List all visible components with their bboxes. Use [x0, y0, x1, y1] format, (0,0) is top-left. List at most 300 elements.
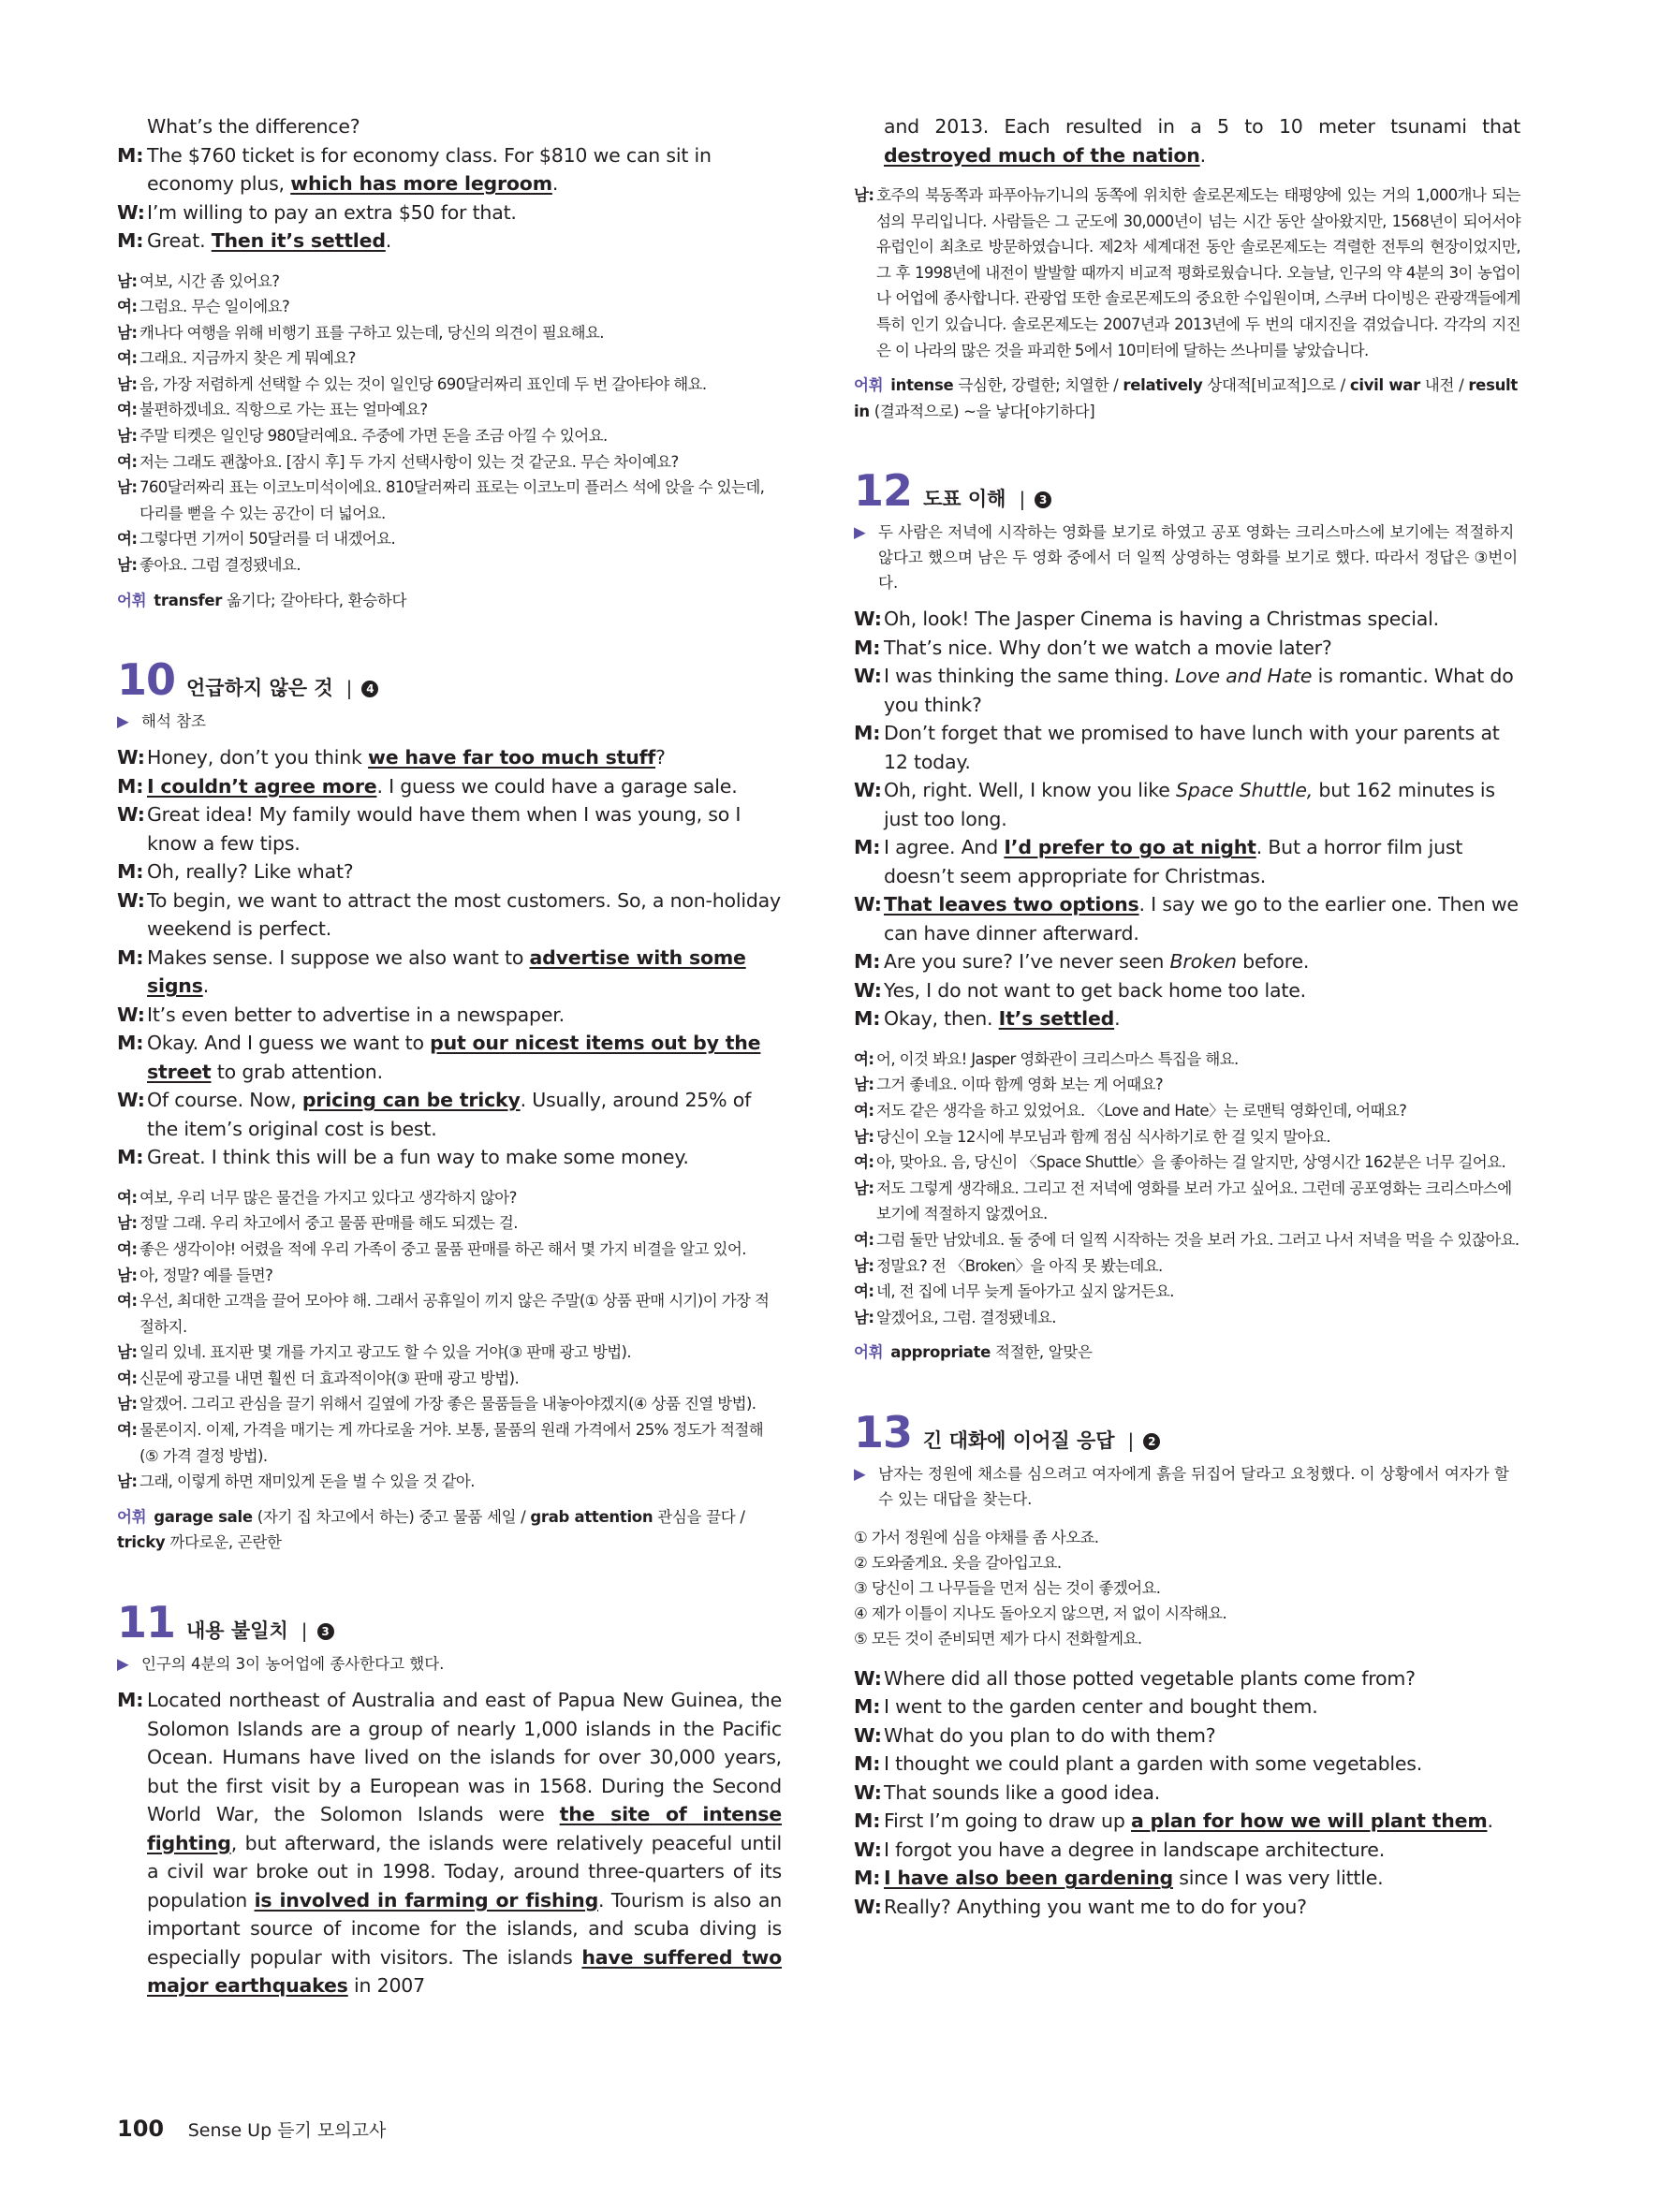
question-10-vocabulary: [117, 1504, 782, 1556]
speaker-label: M:: [854, 636, 881, 659]
speaker-label: M:: [117, 860, 144, 884]
korean-line: [117, 552, 782, 579]
speaker-label: 여:: [117, 349, 138, 368]
dialog-line: [117, 886, 782, 944]
left-column: [117, 112, 782, 2000]
vocabulary-definition: (결과적으로) ~을 낳다[야기하다]: [869, 402, 1095, 420]
speaker-label: W:: [854, 893, 882, 916]
text-segment: . But a horror film just doesn’t seem appropriate for Christmas.: [884, 836, 1463, 887]
korean-text: 좋아요. 그럼 결정됐네요.: [140, 556, 301, 575]
korean-text: 아, 정말? 예를 들면?: [140, 1266, 273, 1284]
dialog-text: [884, 662, 1520, 719]
text-segment: Where did all those potted vegetable plants come from?: [884, 1666, 1416, 1690]
speaker-label: 여:: [117, 1188, 138, 1207]
speaker-label: W:: [117, 200, 145, 224]
speaker-label: W:: [854, 1838, 882, 1861]
question-12-korean: [854, 1047, 1520, 1331]
difficulty-icon: 3: [317, 1623, 334, 1640]
korean-text: 정말요? 전 〈Broken〉을 아직 못 봤는데요.: [876, 1256, 1163, 1275]
korean-text: 당신이 오늘 12시에 부모님과 함께 점심 식사하기로 한 걸 잊지 말아요.: [876, 1127, 1331, 1146]
korean-text: 저도 같은 생각을 하고 있었어요. 〈Love and Hate〉는 로맨틱 영화인데, 어때요?: [876, 1102, 1407, 1121]
speaker-label: 남:: [117, 427, 138, 446]
korean-text: 음, 가장 저렴하게 선택할 수 있는 것이 일인당 690달러짜리 표인데 두 번 갈아타야 해요.: [140, 374, 707, 393]
dialog-line: [117, 743, 782, 772]
speaker-label: 남:: [117, 1395, 138, 1414]
text-segment: Oh, really? Like what?: [147, 860, 354, 884]
question-11-korean: [854, 183, 1520, 363]
right-column: [854, 112, 1520, 1921]
dialog-text: [884, 947, 1520, 976]
speaker-label: 남:: [854, 1179, 874, 1197]
question-10-dialog: [117, 743, 782, 1172]
vocabulary-term: result in: [854, 376, 1518, 420]
question-11-note: ▶ 인구의 4분의 3이 농어업에 종사한다고 했다.: [117, 1651, 782, 1677]
text-segment: Okay, then.: [884, 1007, 999, 1031]
speaker-label: 여:: [854, 1049, 874, 1068]
korean-text: 저도 그렇게 생각해요. 그리고 전 저녁에 영화를 보러 가고 싶어요. 그런데 공포영화는 크리스마스에 보기에 적절하지 않겠어요.: [876, 1179, 1512, 1223]
speaker-label: W:: [117, 1089, 145, 1112]
speaker-label: 남:: [117, 374, 138, 393]
vocabulary-definition: 옮기다; 갈아타다, 환승하다: [222, 591, 407, 609]
text-segment: What do you plan to do with them?: [884, 1723, 1216, 1747]
dialog-text: [147, 1086, 782, 1143]
dialog-text: [884, 1836, 1520, 1865]
vocabulary-tag: 어휘: [117, 591, 147, 609]
vocabulary-term: civil war: [1349, 376, 1420, 395]
korean-text: 어, 이것 봐요! Jasper 영화관이 크리스마스 특집을 해요.: [876, 1049, 1239, 1068]
dialog-line: [854, 1004, 1520, 1033]
dialog-line: [854, 1664, 1520, 1693]
speaker-label: 남:: [854, 1256, 874, 1275]
korean-line: [854, 1176, 1520, 1227]
dialog-text: [884, 605, 1520, 634]
dialog-line: [117, 772, 782, 801]
speaker-label: 여:: [854, 1282, 874, 1301]
korean-text: 여보, 시간 좀 있어요?: [140, 271, 280, 290]
korean-line: [854, 1124, 1520, 1150]
answer-option: ⑤ 모든 것이 준비되면 제가 다시 전화할게요.: [854, 1629, 1142, 1648]
text-segment: . Tourism is also an important source of income for the islands, and scuba diving is especially popular with visitors. The islands: [147, 1888, 782, 1969]
question-13-options: [854, 1525, 1520, 1651]
dialog-text: [147, 1029, 782, 1086]
dialog-text: [884, 1864, 1520, 1893]
korean-line: [854, 1305, 1520, 1331]
dialog-text: [884, 890, 1520, 947]
text-segment: What’s the difference?: [147, 115, 360, 138]
question-12-vocabulary: [854, 1340, 1520, 1366]
question-11-vocabulary: [854, 373, 1520, 424]
korean-text: 캐나다 여행을 위해 비행기 표를 구하고 있는데, 당신의 의견이 필요해요.: [140, 323, 604, 342]
text-segment: . Usually, around 25% of the item’s original cost is best.: [147, 1089, 752, 1140]
korean-text: 아, 맞아요. 음, 당신이 〈Space Shuttle〉을 좋아하는 걸 알지만, 상영시간 162분은 너무 길어요.: [876, 1153, 1506, 1172]
vocabulary-term: intense: [890, 376, 954, 395]
speaker-label: 여:: [117, 1239, 138, 1258]
question-12-note: ▶ 두 사람은 저녁에 시작하는 영화를 보기로 하였고 공포 영화는 크리스마스에 보기에는 적절하지 않다고 했으며 남은 두 영화 중에서 더 일찍 상영하는 영화를 보기로 했다. 따라서 정답은 ③번이다.: [854, 520, 1520, 595]
dialog-text: [884, 1692, 1520, 1721]
vocabulary-definition: 상대적[비교적]으로 /: [1202, 376, 1350, 395]
dialog-line: [117, 800, 782, 857]
question-number: 13: [854, 1406, 913, 1458]
difficulty-icon: 2: [1143, 1433, 1160, 1450]
korean-line: [854, 1150, 1520, 1176]
question-13-dialog: [854, 1664, 1520, 1922]
dialog-line: [854, 662, 1520, 719]
korean-line: [117, 526, 782, 552]
question-10-header: [117, 654, 782, 706]
vocabulary-term: transfer: [154, 591, 223, 609]
text-segment: I agree. And: [884, 836, 1005, 859]
vocabulary-tag: 어휘: [854, 1343, 884, 1362]
dialog-line: [854, 1893, 1520, 1922]
korean-text: 760달러짜리 표는 이코노미석이에요. 810달러짜리 표로는 이코노미 플러스 석에 앉을 수 있는데, 다리를 뻗을 수 있는 공간이 더 넓어요.: [140, 478, 765, 522]
korean-text: 주말 티켓은 일인당 980달러예요. 주중에 가면 돈을 조금 아낄 수 있어요.: [140, 427, 608, 446]
dialog-text: [147, 198, 782, 227]
korean-line: [117, 1263, 782, 1289]
speaker-label: 남:: [117, 323, 138, 342]
dialog-text: [147, 800, 782, 857]
question-11-monologue-continued: [854, 112, 1520, 169]
dialog-line: [854, 1721, 1520, 1751]
vocabulary-definition: 관심을 끌다 /: [653, 1507, 745, 1526]
dialog-text: [147, 743, 782, 772]
question-title: 긴 대화에 이어질 응답: [923, 1428, 1115, 1452]
text-segment: but 162 minutes is just too long.: [884, 779, 1495, 830]
speaker-label: 남:: [117, 556, 138, 575]
speaker-label: 여:: [117, 1421, 138, 1440]
text-segment: .: [202, 974, 210, 998]
korean-line: [117, 294, 782, 320]
korean-line: [117, 1391, 782, 1417]
dialog-text: [884, 1779, 1520, 1808]
separator: |: [301, 1619, 308, 1643]
speaker-label: M:: [117, 1689, 144, 1712]
difficulty-icon: 3: [1035, 491, 1051, 508]
speaker-label: W:: [854, 1723, 882, 1747]
book-title: Sense Up 듣기 모의고사: [187, 2120, 387, 2141]
dialog-text: [884, 776, 1520, 833]
dialog-text: [884, 1750, 1520, 1779]
dialog-text: [147, 944, 782, 1001]
text-segment: To begin, we want to attract the most customers. So, a non-holiday weekend is perfect.: [147, 888, 781, 941]
dialog-line: [117, 944, 782, 1001]
text-segment: I was thinking the same thing.: [884, 665, 1175, 688]
question-10-note: ▶ 해석 참조: [117, 709, 782, 734]
korean-line: [117, 1340, 782, 1366]
korean-line: [117, 1469, 782, 1495]
answer-option: ④ 제가 이틀이 지나도 돌아오지 않으면, 저 없이 시작해요.: [854, 1604, 1227, 1622]
speaker-label: 여:: [117, 1292, 138, 1311]
key-phrase: That leaves two options: [884, 893, 1139, 916]
key-phrase: pricing can be tricky: [301, 1089, 521, 1112]
question-title: 내용 불일치: [186, 1619, 288, 1643]
speaker-label: 여:: [854, 1153, 874, 1172]
key-phrase: I couldn’t agree more: [147, 774, 377, 798]
text-segment: That sounds like a good idea.: [884, 1780, 1161, 1804]
dialog-line: [117, 1143, 782, 1172]
monologue-text: [884, 112, 1520, 169]
key-phrase: the site of intense fighting: [147, 1803, 782, 1854]
korean-text: 신문에 광고를 내면 훨씬 더 효과적이야(③ 판매 광고 방법).: [140, 1369, 520, 1387]
text-segment: in 2007: [347, 1974, 425, 1998]
dialog-line: [854, 634, 1520, 663]
text-segment: It’s even better to advertise in a newspaper.: [147, 1003, 565, 1026]
text-segment: I forgot you have a degree in landscape architecture.: [884, 1838, 1386, 1861]
speaker-label: M:: [854, 836, 881, 859]
dialog-line: [854, 1807, 1520, 1836]
text-segment: since I was very little.: [1172, 1867, 1384, 1890]
speaker-label: W:: [854, 779, 882, 802]
dialog-line: [854, 1864, 1520, 1893]
question-10-korean: [117, 1185, 782, 1495]
speaker-label: M:: [117, 774, 144, 798]
speaker-label: W:: [854, 1895, 882, 1918]
speaker-label: 여:: [117, 401, 138, 419]
dialog-text: [147, 112, 782, 141]
dialog-text: [147, 1001, 782, 1030]
text-segment: Of course. Now,: [147, 1089, 302, 1112]
text-segment: is romantic. What do you think?: [884, 665, 1514, 716]
text-segment: . I say we go to the earlier one. Then we can have dinner afterward.: [884, 893, 1519, 945]
top-korean-translation: [117, 269, 782, 579]
key-phrase: is involved in farming or fishing: [254, 1888, 599, 1912]
question-13-header: [854, 1406, 1520, 1458]
page-number: 100: [117, 2116, 165, 2142]
korean-line: [117, 397, 782, 423]
vocabulary-definition: 내전 /: [1419, 376, 1469, 395]
text-segment: and 2013. Each resulted in a 5 to 10 meter tsunami that: [884, 115, 1520, 138]
dialog-line: [117, 1029, 782, 1086]
dialog-text: [884, 634, 1520, 663]
vocabulary-definition: 적절한, 알맞은: [991, 1343, 1093, 1362]
key-phrase: which has more legroom: [290, 172, 552, 195]
dialog-line: [854, 1836, 1520, 1865]
text-segment: Makes sense. I suppose we also want to: [147, 945, 530, 969]
korean-line: [854, 1227, 1520, 1253]
question-number: 11: [117, 1597, 176, 1648]
title-italic: Space Shuttle,: [1175, 779, 1314, 802]
text-segment: .: [385, 229, 392, 252]
key-phrase: put our nicest items out by the street: [147, 1032, 761, 1083]
korean-text: 알겠어요, 그럼. 결정됐네요.: [876, 1308, 1056, 1326]
korean-text: 여보, 우리 너무 많은 물건을 가지고 있다고 생각하지 않아?: [140, 1188, 517, 1207]
speaker-label: 남:: [854, 1076, 874, 1094]
speaker-label: 남:: [117, 478, 138, 497]
text-segment: Really? Anything you want me to do for you?: [884, 1895, 1307, 1918]
text-segment: That’s nice. Why don’t we watch a movie later?: [884, 636, 1332, 659]
key-phrase: I have also been gardening: [884, 1867, 1173, 1890]
korean-line: [117, 269, 782, 295]
korean-line: [117, 1288, 782, 1340]
dialog-line: [117, 112, 782, 141]
speaker-label: M:: [854, 1809, 881, 1833]
key-phrase: have suffered two major earthquakes: [147, 1945, 782, 1998]
dialog-line: [854, 976, 1520, 1005]
text-segment: Okay. And I guess we want to: [147, 1032, 431, 1055]
page-footer: [117, 2116, 386, 2142]
text-segment: I went to the garden center and bought them.: [884, 1695, 1318, 1719]
korean-text: 저는 그래도 괜찮아요. [잠시 후] 두 가지 선택사항이 있는 것 같군요. 무슨 차이예요?: [140, 452, 679, 471]
key-phrase: It’s settled: [998, 1007, 1115, 1031]
key-phrase: destroyed much of the nation: [884, 143, 1200, 167]
vocabulary-definition: 까다로운, 곤란한: [165, 1533, 282, 1552]
speaker-label: 여:: [117, 452, 138, 471]
speaker-label: 여:: [854, 1231, 874, 1249]
korean-line: [117, 1417, 782, 1469]
text-segment: Honey, don’t you think: [147, 746, 369, 769]
korean-line: [854, 1072, 1520, 1098]
korean-line: [854, 1047, 1520, 1073]
dialog-text: [147, 886, 782, 944]
top-vocabulary: [117, 588, 782, 614]
speaker-label: 남:: [854, 186, 874, 204]
korean-text: 그럼요. 무슨 일이에요?: [140, 298, 290, 316]
key-phrase: advertise with some signs: [147, 945, 746, 998]
dialog-line: [854, 890, 1520, 947]
speaker-label: 남:: [854, 1127, 874, 1146]
speaker-label: 남:: [117, 1214, 138, 1233]
text-segment: Great.: [147, 229, 212, 252]
question-12-dialog: [854, 605, 1520, 1033]
text-segment: Don’t forget that we promised to have lunch with your parents at 12 today.: [884, 722, 1500, 773]
title-italic: Love and Hate: [1174, 665, 1313, 688]
answer-option: ② 도와줄게요. 옷을 갈아입고요.: [854, 1553, 1062, 1572]
korean-line: [117, 345, 782, 372]
korean-line: [854, 1253, 1520, 1280]
korean-line: [854, 1279, 1520, 1305]
text-segment: .: [1487, 1809, 1493, 1833]
korean-text: 알겠어. 그리고 관심을 끌기 위해서 길옆에 가장 좋은 물품들을 내놓아야겠지(④ 상품 진열 방법).: [140, 1395, 756, 1414]
speaker-label: 여:: [117, 298, 138, 316]
dialog-text: [884, 976, 1520, 1005]
speaker-label: W:: [117, 746, 145, 769]
dialog-line: [854, 833, 1520, 890]
korean-text: 호주의 북동쪽과 파푸아뉴기니의 동쪽에 위치한 솔로몬제도는 태평양에 있는 거의 1,000개나 되는 섬의 무리입니다. 사람들은 그 군도에 30,000년이 넘는 시간 동안 살아왔지만, 1568년이 되어서야 유럽인이 최초로 방문하였습니다. 제2차 세계대전 동안 솔로몬제도는 격렬한 전투의 현장이었지만, 그 후 1998년에 내전이 발발할 때까지 비교적 평화로웠습니다. 오늘날, 인구의 약 4분의 3이 농업이나 어업에 종사합니다. 관광업 또한 솔로몬제도의 중요한 수입원이며, 스쿠버 다이빙은 관광객들에게 특히 인기 있습니다. 솔로몬제도는 2007년과 2013년에 두 번의 대지진을 겪었습니다. 각각의 지진은 이 나라의 많은 것을 파괴한 5에서 10미터에 달하는 쓰나미를 낳았습니다.: [876, 186, 1520, 359]
dialog-line: [117, 198, 782, 227]
speaker-label: 남:: [854, 1308, 874, 1326]
text-segment: , but afterward, the islands were relatively peaceful until a civil war broke out in 1998. Today, around three-quarters of its population: [147, 1831, 782, 1912]
key-phrase: a plan for how we will plant them: [1130, 1809, 1488, 1833]
speaker-label: W:: [117, 1003, 145, 1026]
dialog-line: [854, 947, 1520, 976]
korean-text: 우선, 최대한 고객을 끌어 모아야 해. 그래서 공휴일이 끼지 않은 주말(① 상품 판매 시기)이 가장 적절하지.: [140, 1292, 770, 1336]
vocabulary-term: grab attention: [530, 1507, 653, 1526]
speaker-label: 여:: [117, 530, 138, 549]
vocabulary-definition: 극심한, 강렬한; 치열한 /: [953, 376, 1123, 395]
text-segment: Great. I think this will be a fun way to make some money.: [147, 1146, 689, 1169]
korean-text: 그거 좋네요. 이따 함께 영화 보는 게 어때요?: [876, 1076, 1164, 1094]
speaker-label: W:: [854, 1780, 882, 1804]
vocabulary-term: relatively: [1123, 376, 1203, 395]
korean-line: [117, 1210, 782, 1237]
korean-text: 그래, 이렇게 하면 재미있게 돈을 벌 수 있을 것 같아.: [140, 1472, 475, 1491]
key-phrase: I’d prefer to go at night: [1004, 836, 1256, 859]
text-segment: . I guess we could have a garage sale.: [376, 774, 738, 798]
text-segment: Located northeast of Australia and east of Papua New Guinea, the Solomon Islands are a group of nearly 1,000 islands in the Pacific Ocean. Humans have lived on the islands for over 30,000 years, but the first visit by a European was in 1568. During the Second World War, the Solomon Islands were: [147, 1689, 782, 1826]
speaker-label: M:: [117, 229, 144, 252]
speaker-label: 남:: [117, 1472, 138, 1491]
vocabulary-tag: 어휘: [117, 1507, 147, 1526]
separator: |: [1127, 1428, 1135, 1452]
speaker-label: 남:: [117, 1266, 138, 1284]
dialog-text: [147, 141, 782, 198]
korean-line: [117, 475, 782, 526]
question-13-note: ▶ 남자는 정원에 채소를 심으려고 여자에게 흙을 뒤집어 달라고 요청했다. 이 상황에서 여자가 할 수 있는 대답을 찾는다.: [854, 1461, 1520, 1512]
speaker-label: M:: [117, 143, 144, 167]
monologue-text: [147, 1686, 782, 2000]
speaker-label: W:: [854, 608, 882, 631]
title-italic: Broken: [1169, 950, 1237, 974]
text-segment: .: [551, 172, 559, 195]
vocabulary-term: garage sale: [154, 1507, 253, 1526]
dialog-line: [117, 141, 782, 198]
answer-option: ① 가서 정원에 심을 야채를 좀 사오죠.: [854, 1528, 1099, 1546]
arrow-icon: ▶: [117, 1655, 129, 1674]
vocabulary-term: tricky: [117, 1533, 166, 1552]
dialog-line: [854, 719, 1520, 776]
speaker-label: 여:: [854, 1102, 874, 1121]
text-segment: Oh, right. Well, I know you like: [884, 779, 1176, 802]
korean-text: 일리 있네. 표지판 몇 개를 가지고 광고도 할 수 있을 거야(③ 판매 광고 방법).: [140, 1343, 632, 1362]
dialog-text: [147, 857, 782, 886]
text-segment: before.: [1236, 950, 1310, 974]
text-segment: Are you sure? I’ve never seen: [884, 950, 1170, 974]
speaker-label: W:: [854, 665, 882, 688]
text-segment: ?: [655, 746, 666, 769]
arrow-icon: ▶: [854, 523, 866, 542]
korean-text: 정말 그래. 우리 차고에서 중고 물품 판매를 해도 되겠는 걸.: [140, 1214, 518, 1233]
dialog-text: [147, 772, 782, 801]
answer-option: ③ 당신이 그 나무들을 먼저 심는 것이 좋겠어요.: [854, 1578, 1161, 1597]
dialog-text: [884, 719, 1520, 776]
korean-text: 그럼 둘만 남았네요. 둘 중에 더 일찍 시작하는 것을 보러 가요. 그러고 나서 저녁을 먹을 수 있잖아요.: [876, 1231, 1520, 1249]
speaker-label: M:: [117, 945, 144, 969]
arrow-icon: ▶: [854, 1464, 866, 1483]
speaker-label: 남:: [117, 1343, 138, 1362]
korean-text: 네, 전 집에 너무 늦게 돌아가고 싶지 않거든요.: [876, 1282, 1174, 1301]
dialog-text: [147, 227, 782, 256]
speaker-label: 남:: [117, 271, 138, 290]
korean-text: 불편하겠네요. 직항으로 가는 표는 얼마예요?: [140, 401, 428, 419]
speaker-label: M:: [854, 1007, 881, 1031]
text-segment: First I’m going to draw up: [884, 1809, 1131, 1833]
text-segment: I’m willing to pay an extra $50 for that.: [147, 200, 517, 224]
speaker-label: W:: [117, 888, 145, 912]
korean-text: 물론이지. 이제, 가격을 매기는 게 까다로울 거야. 보통, 물품의 원래 가격에서 25% 정도가 적절해(⑤ 가격 결정 방법).: [140, 1421, 764, 1465]
text-segment: The $760 ticket is for economy class. For $810 we can sit in economy plus,: [147, 143, 712, 195]
dialog-text: [884, 833, 1520, 890]
text-segment: Great idea! My family would have them when I was young, so I know a few tips.: [147, 803, 742, 855]
dialog-text: [147, 1143, 782, 1172]
korean-text: 그래요. 지금까지 찾은 게 뭐예요?: [140, 349, 356, 368]
korean-line: [854, 1098, 1520, 1124]
korean-line: [117, 320, 782, 346]
text-segment: Yes, I do not want to get back home too late.: [884, 978, 1306, 1002]
dialog-line: [117, 1001, 782, 1030]
text-segment: .: [1199, 143, 1206, 167]
speaker-label: M:: [854, 1752, 881, 1776]
dialog-line: [117, 857, 782, 886]
dialog-text: [884, 1004, 1520, 1033]
korean-line: [117, 372, 782, 398]
dialog-text: [884, 1807, 1520, 1836]
korean-line: [117, 1237, 782, 1263]
dialog-line: [854, 776, 1520, 833]
question-title: 언급하지 않은 것: [186, 677, 333, 700]
dialog-line: [854, 1779, 1520, 1808]
dialog-text: [884, 1893, 1520, 1922]
dialog-text: [884, 1721, 1520, 1751]
speaker-label: M:: [117, 1032, 144, 1055]
